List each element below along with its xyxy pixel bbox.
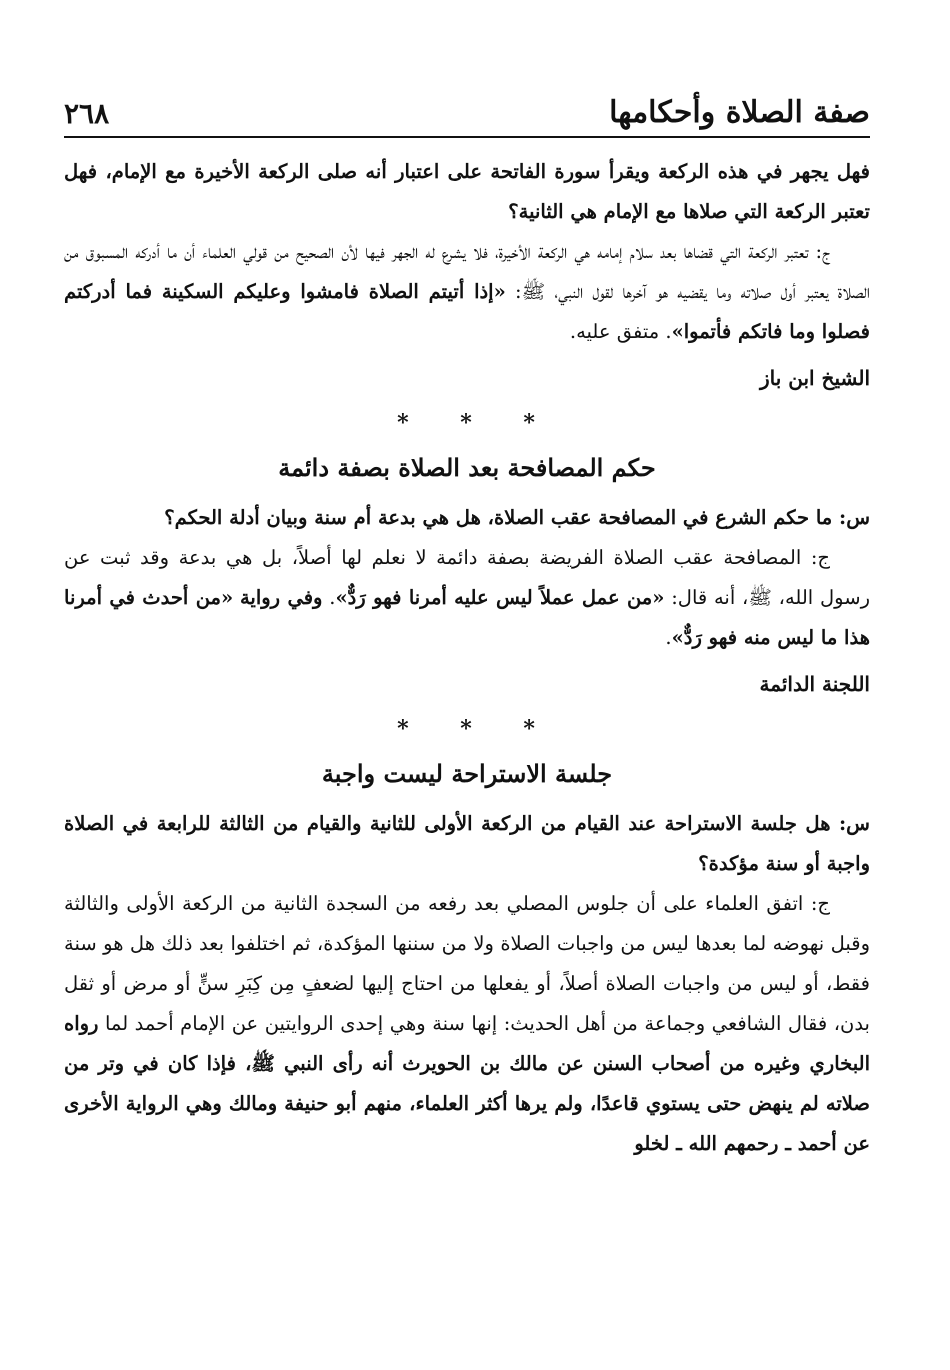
hadith-quote: «إذا أتيتم الصلاة فامشوا وعليكم السكينة فما أدركتم فصلوا وما فاتكم فأتموا» xyxy=(64,280,870,343)
page-header xyxy=(64,86,870,138)
answer-text: ج: اتفق العلماء على أن جلوس المصلي بعد رفعه من السجدة الثانية من الركعة الأولى والثالثة وقبل نهوضه لما بعدها ليس من واجبات الصلاة ولا من سننها المؤكدة، ثم اختلفوا بعد ذلك هل هو سنة فقط، أو ليس من واجبات الصلاة أصلاً، أو يفعلها من احتاج إليها لضعفٍ مِن كِبَرِ سنٍّ أو مرض أو ثقل بدن، فقال الشافعي وجماعة من أهل الحديث: إنها سنة وهي إحدى الروايتين عن الإمام أحمد لما xyxy=(64,892,870,1035)
section-separator: * * * xyxy=(397,410,557,436)
question: س: ما حكم الشرع في المصافحة عقب الصلاة، هل هي بدعة أم سنة وبيان أدلة الحكم؟ xyxy=(164,506,870,529)
signature: اللجنة الدائمة xyxy=(759,672,870,696)
answer-text: . xyxy=(322,586,336,609)
answer-text: ج: المصافحة عقب الصلاة الفريضة بصفة دائمة لا نعلم لها أصلاً، بل هي بدعة وقد ثبت عن رسول الله، ﷺ، أنه قال: xyxy=(64,546,870,609)
signature: الشيخ ابن باز xyxy=(759,366,870,390)
question: س: هل جلسة الاستراحة عند القيام من الركعة الأولى للثانية والقيام من الثالثة للرابعة في الصلاة واجبة أو سنة مؤكدة؟ xyxy=(64,812,870,875)
page-number: ٢٦٨ xyxy=(64,97,110,130)
question-continuation: فهل يجهر في هذه الركعة ويقرأ سورة الفاتحة على اعتبار أنه صلى الركعة الأخيرة مع الإمام، فهل تعتبر الركعة التي صلاها مع الإمام هي الثانية؟ xyxy=(64,160,870,223)
answer-text-bold: رواه البخاري وغيره من أصحاب السنن عن مالك بن الحويرث أنه رأى النبي ﷺ، فإذا كان في وتر من صلاته لم ينهض حتى يستوي قاعدًا، ولم يرها أكثر العلماء، منهم أبو حنيفة ومالك وهي الرواية الأخرى عن أحمد ـ رحمهم الله ـ لخلو xyxy=(64,1012,870,1155)
answer-paragraph xyxy=(64,538,870,658)
section-title: جلسة الاستراحة ليست واجبة xyxy=(321,759,613,788)
section-title: حكم المصافحة بعد الصلاة بصفة دائمة xyxy=(278,453,656,482)
riwaya-label: وفي رواية xyxy=(239,586,323,609)
answer-text: . xyxy=(665,626,672,649)
answer-paragraph xyxy=(64,884,870,1164)
section-separator: * * * xyxy=(397,716,557,742)
answer-text: ج: تعتبر الركعة التي قضاها بعد سلام إمامه هي الركعة الأخيرة، فلا يشرع له الجهر فيها لأن الصحيح من قولي العلماء أن ما أدركه المسبوق من الصلاة يعتبر أول صلاته وما يقضيه هو آخرها لقول النبي، ﷺ: xyxy=(64,240,870,303)
answer-text: . متفق عليه. xyxy=(569,320,672,343)
hadith-quote: «من أحدث في أمرنا هذا ما ليس منه فهو رَدٌّ» xyxy=(64,586,870,649)
hadith-quote: «من عمل عملاً ليس عليه أمرنا فهو رَدٌّ» xyxy=(335,586,665,609)
answer-paragraph xyxy=(64,232,870,352)
running-title: صفة الصلاة وأحكامها xyxy=(609,95,870,130)
